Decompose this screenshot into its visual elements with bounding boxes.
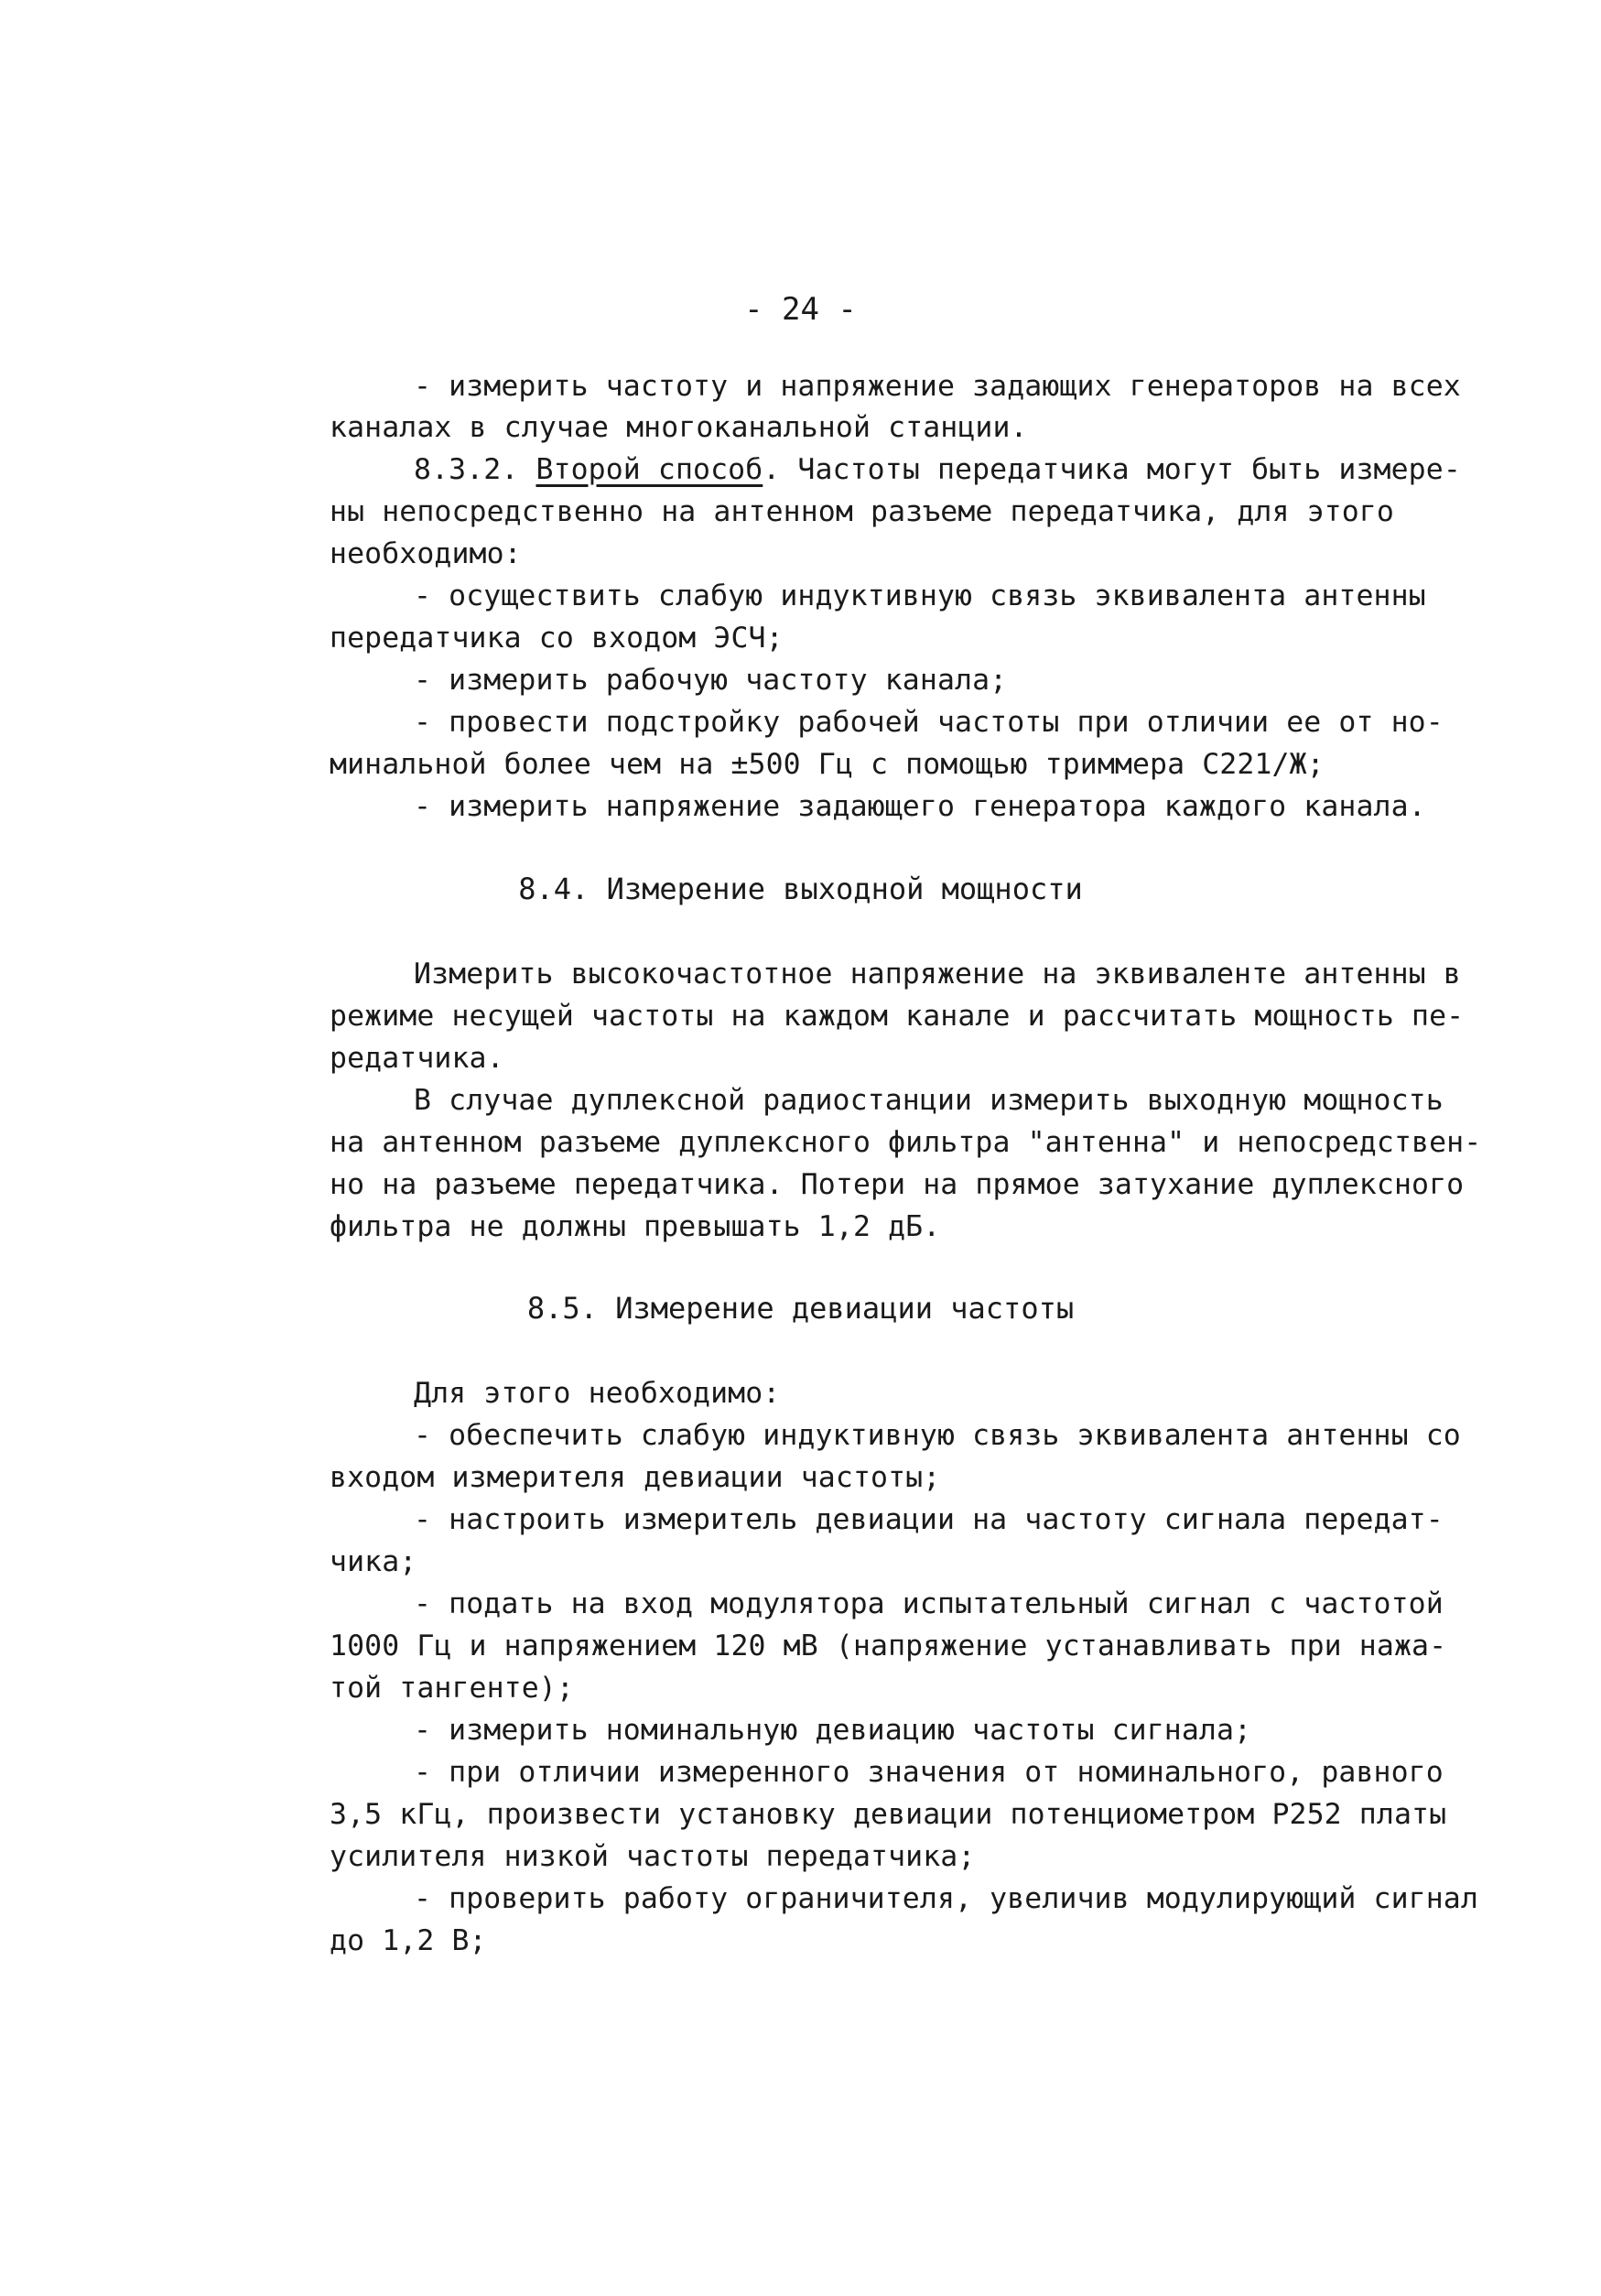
section-heading-8-5: 8.5. Измерение девиации частоты — [526, 1291, 1075, 1326]
text-line: усилителя низкой частоты передатчика; — [330, 1840, 976, 1873]
text-line: необходимо: — [330, 537, 522, 570]
section-heading-8-4: 8.4. Измерение выходной мощности — [518, 872, 1083, 906]
section-number: 8.3.2. — [414, 453, 536, 486]
text-line: но на разъеме передатчика. Потери на прямое затухание дуплексного — [330, 1168, 1465, 1201]
text-line: - обеспечить слабую индуктивную связь эквивалента антенны со — [414, 1419, 1461, 1452]
text-line: той тангенте); — [330, 1672, 574, 1705]
text-line: - измерить номинальную девиацию частоты сигнала; — [414, 1714, 1252, 1747]
text-line: передатчика со входом ЭСЧ; — [330, 622, 784, 655]
text-line: фильтра не должны превышать 1,2 дБ. — [330, 1210, 941, 1243]
text-line: ны непосредственно на антенном разъеме передатчика, для этого — [330, 495, 1394, 528]
text-line: - настроить измеритель девиации на частоту сигнала передат- — [414, 1503, 1444, 1536]
section-8-3-2-line — [414, 453, 1461, 486]
text-line: на антенном разъеме дуплексного фильтра "антенна" и непосредствен- — [330, 1126, 1482, 1159]
text-line: каналах в случае многоканальной станции. — [330, 411, 1028, 444]
section-title-underlined: Второй способ — [535, 453, 763, 486]
text-line: режиме несущей частоты на каждом канале и рассчитать мощность пе- — [330, 1000, 1465, 1033]
text-line: 1000 Гц и напряжением 120 мВ (напряжение устанавливать при нажа- — [330, 1630, 1447, 1662]
text-line: - провести подстройку рабочей частоты при отличии ее от но- — [414, 706, 1444, 739]
text-line: - проверить работу ограничителя, увеличив модулирующий сигнал — [414, 1882, 1478, 1915]
text-line: В случае дуплексной радиостанции измерить выходную мощность — [414, 1084, 1444, 1117]
text-line: чика; — [330, 1545, 417, 1578]
page-number: - 24 - — [744, 291, 857, 328]
text-line: Измерить высокочастотное напряжение на эквиваленте антенны в — [414, 958, 1461, 991]
text-line: - измерить рабочую частоту канала; — [414, 664, 1008, 697]
text-line: - измерить частоту и напряжение задающих генераторов на всех — [414, 370, 1461, 403]
text-run: . Частоты передатчика могут быть измере- — [763, 453, 1461, 486]
text-line: - при отличии измеренного значения от номинального, равного — [414, 1756, 1444, 1789]
text-line: до 1,2 В; — [330, 1924, 487, 1957]
text-line: 3,5 кГц, произвести установку девиации потенциометром Р252 платы — [330, 1798, 1447, 1831]
text-line: входом измерителя девиации частоты; — [330, 1461, 941, 1494]
text-line: редатчика. — [330, 1042, 504, 1075]
text-line: - подать на вход модулятора испытательный сигнал с частотой — [414, 1587, 1444, 1620]
text-line: Для этого необходимо: — [414, 1377, 781, 1410]
text-line: минальной более чем на ±500 Гц с помощью триммера С221/Ж; — [330, 748, 1325, 781]
text-line: - осуществить слабую индуктивную связь эквивалента антенны — [414, 579, 1426, 612]
text-line: - измерить напряжение задающего генератора каждого канала. — [414, 790, 1426, 823]
